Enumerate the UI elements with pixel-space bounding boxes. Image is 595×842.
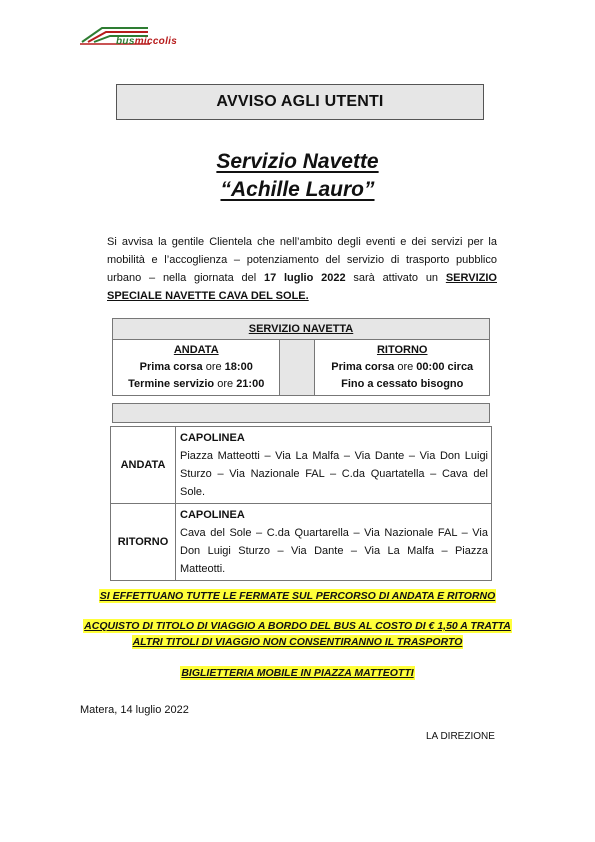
title-line-1: Servizio Navette [216,150,379,173]
logo-wordmark: busmiccolis [116,36,178,47]
route-label: ANDATA [111,427,176,504]
place-date: Matera, 14 luglio 2022 [80,704,189,716]
stops-note: SI EFFETTUANO TUTTE LE FERMATE SUL PERCORSO DI ANDATA E RITORNO [99,590,496,602]
divider-bar [112,403,490,423]
schedule-table [112,318,490,396]
signature: LA DIREZIONE [426,731,495,742]
andata-schedule: ANDATA Prima corsa ore 18:00 Termine servizio ore 21:00 [113,340,280,396]
route-label: RITORNO [111,504,176,581]
schedule-header: SERVIZIO NAVETTA [113,319,490,340]
company-logo [80,24,230,54]
notice-heading: AVVISO AGLI UTENTI [116,84,484,120]
table-row [111,504,492,581]
ticket-note: ACQUISTO DI TITOLO DI VIAGGIO A BORDO DEL BUS AL COSTO DI € 1,50 A TRATTA [84,620,511,632]
service-name: SERVIZIO SPECIALE NAVETTE CAVA DEL SOLE. [107,272,497,302]
event-date: 17 luglio 2022 [263,272,346,284]
other-tickets-note: ALTRI TITOLI DI VIAGGIO NON CONSENTIRANNO IL TRASPORTO [132,636,463,648]
route-description: CAPOLINEA Piazza Matteotti – Via La Malfa – Via Dante – Via Don Luigi Sturzo – Via Nazionale FAL – C.da Quartatella – Cava del Sole. [176,427,492,504]
ritorno-schedule: RITORNO Prima corsa ore 00:00 circa Fino a cessato bisogno [315,340,490,396]
schedule-spacer [280,340,315,396]
andata-title: ANDATA [173,344,219,356]
routes-table [110,426,492,581]
ticket-office-note: BIGLIETTERIA MOBILE IN PIAZZA MATTEOTTI [181,667,414,679]
intro-paragraph: Si avvisa la gentile Clientela che nell’ambito degli eventi e dei servizi per la mobilità e l’accoglienza – potenziamento del servizio di trasporto pubblico urbano – nella giornata del 17 luglio 2022 sarà attivato un SERVIZIO SPECIALE NAVETTE CAVA DEL SOLE. [107,236,497,302]
route-description: CAPOLINEA Cava del Sole – C.da Quartarella – Via Nazionale FAL – Via Don Luigi Sturzo – Via Dante – Via La Malfa – Piazza Matteotti. [176,504,492,581]
title-line-2: “Achille Lauro” [220,178,375,201]
ritorno-title: RITORNO [376,344,428,356]
table-row [111,427,492,504]
